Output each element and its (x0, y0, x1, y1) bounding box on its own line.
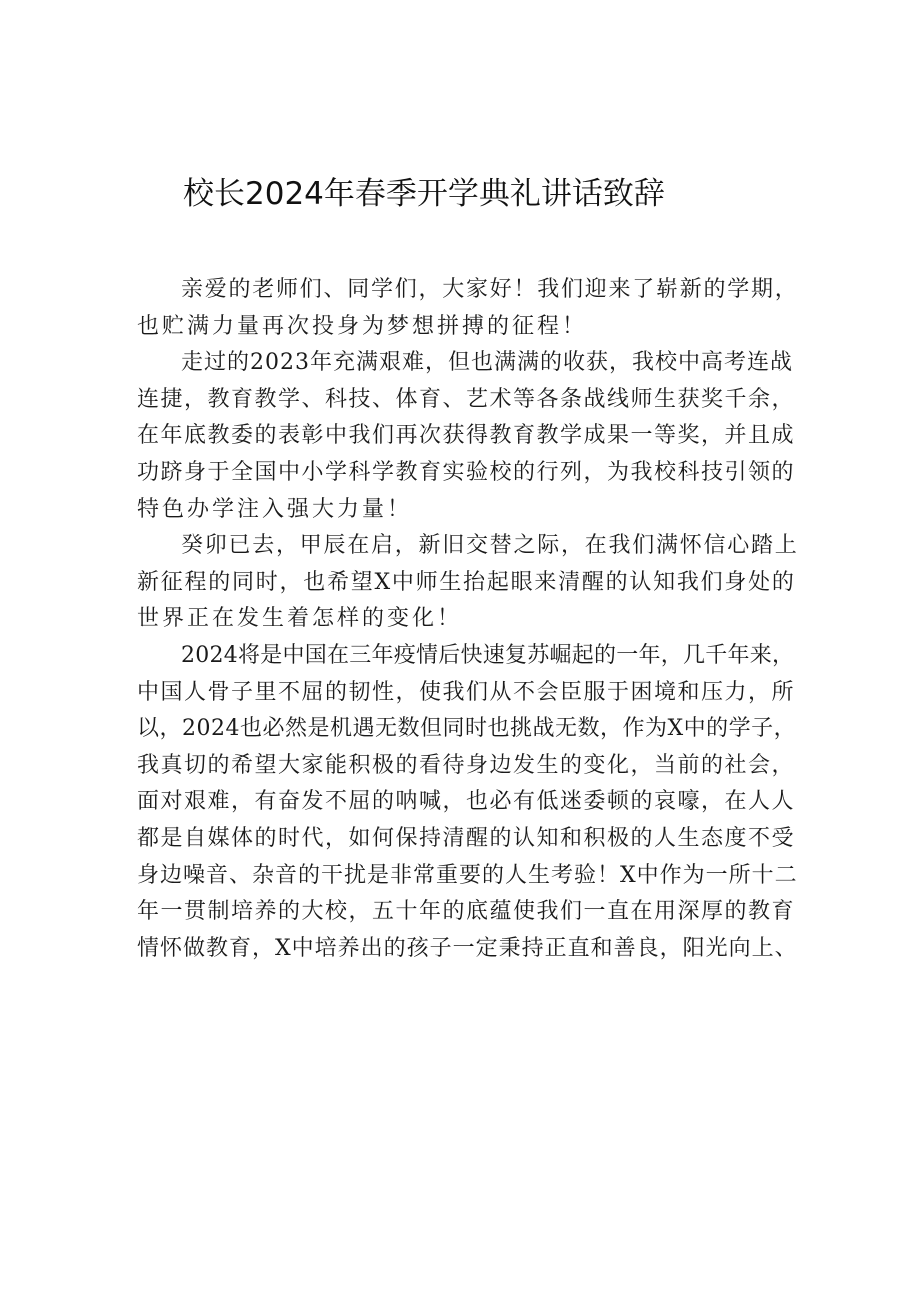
paragraph-outlook-2024 (137, 638, 797, 967)
paragraph-greeting (137, 272, 797, 345)
document-body (137, 272, 797, 967)
text-line: 走过的2023年充满艰难，但也满满的收获，我校中高考连战 (181, 350, 793, 376)
text-line: 连捷，教育教学、科技、体育、艺术等各条战线师生获奖千余， (137, 386, 796, 412)
text-line: 身边噪音、杂音的干扰是非常重要的人生考验！X中作为一所十二 (137, 862, 798, 888)
text-line: 2024将是中国在三年疫情后快速复苏崛起的一年，几千年来， (181, 642, 795, 668)
text-line: 世界正在发生着怎样的变化！ (137, 606, 463, 632)
text-line: 也贮满力量再次投身为梦想拼搏的征程！ (137, 313, 588, 339)
document-title: 校长2024年春季开学典礼讲话致辞 (183, 176, 665, 212)
text-line: 新征程的同时，也希望X中师生抬起眼来清醒的认知我们身处的 (137, 569, 796, 595)
text-line: 我真切的希望大家能积极的看待身边发生的变化，当前的社会， (137, 752, 796, 778)
text-line: 年一贯制培养的大校，五十年的底蕴使我们一直在用深厚的教育 (137, 899, 796, 925)
text-line: 以，2024也必然是机遇无数但同时也挑战无数，作为X中的学子， (137, 716, 797, 742)
text-line: 情怀做教育，X中培养出的孩子一定秉持正直和善良，阳光向上、 (137, 935, 798, 961)
text-line: 功跻身于全国中小学科学教育实验校的行列，为我校科技引领的 (137, 459, 796, 485)
text-line: 癸卯已去，甲辰在启，新旧交替之际，在我们满怀信心踏上 (181, 533, 799, 559)
text-line: 都是自媒体的时代，如何保持清醒的认知和积极的人生态度不受 (137, 825, 796, 851)
text-line: 特色办学注入强大力量！ (137, 496, 413, 522)
text-line: 中国人骨子里不屈的韧性，使我们从不会臣服于困境和压力，所 (137, 679, 796, 705)
paragraph-review-2023 (137, 345, 797, 528)
paragraph-new-year (137, 528, 797, 638)
text-line: 面对艰难，有奋发不屈的呐喊，也必有低迷委顿的哀嚎，在人人 (137, 789, 796, 815)
text-line: 亲爱的老师们、同学们，大家好！我们迎来了崭新的学期， (181, 277, 799, 302)
text-line: 在年底教委的表彰中我们再次获得教育教学成果一等奖，并且成 (137, 423, 796, 449)
